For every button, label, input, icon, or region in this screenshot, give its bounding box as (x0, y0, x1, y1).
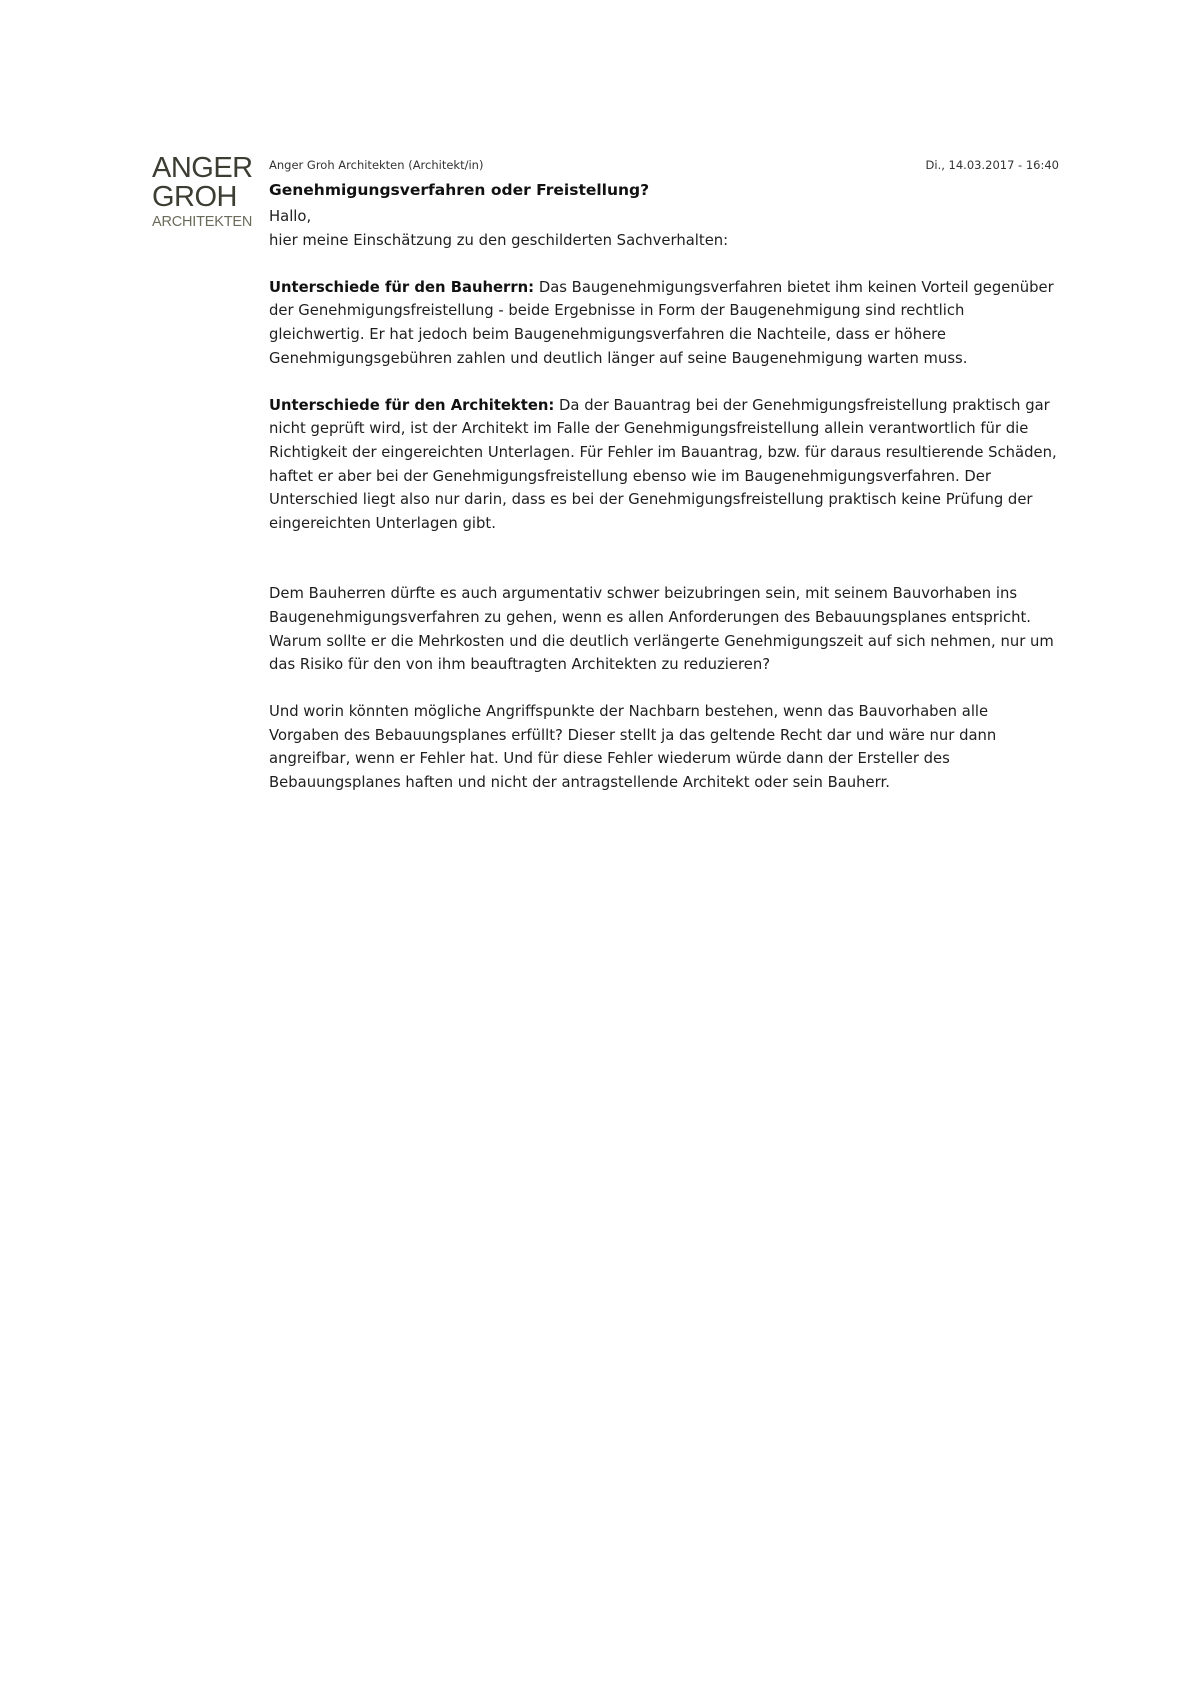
section-bauherr (269, 276, 1059, 370)
post-greeting: Hallo, (269, 208, 312, 225)
logo-line-architekten: ARCHITEKTEN (152, 214, 253, 230)
logo-line-anger: ANGER (152, 152, 253, 184)
post-subject: Genehmigungsverfahren oder Freistellung? (269, 181, 650, 199)
company-logo (152, 154, 262, 231)
section-bauherr-text: Das Baugenehmigungsverfahren bietet ihm keinen Vorteil gegenüber der Genehmigungsfreistellung - beide Ergebnisse in Form der Baugenehmigung sind rechtlich gleichwertig. Er hat jedoch beim Baugenehmigungsverfahren die Nachteile, dass er höhere Genehmigungsgebühren zahlen und deutlich länger auf seine Baugenehmigung warten muss. (269, 278, 1054, 367)
logo-line-groh: GROH (152, 181, 237, 213)
paragraph-spacer (269, 677, 1059, 701)
post-author: Anger Groh Architekten (Architekt/in) (269, 158, 484, 172)
forum-post (269, 155, 1059, 795)
section-bauherr-label: Unterschiede für den Bauherrn: (269, 278, 535, 296)
post-date: Di., 14.03.2017 - 16:40 (925, 158, 1059, 172)
paragraph-spacer (269, 252, 1059, 276)
paragraph-argumentation: Dem Bauherren dürfte es auch argumentativ schwer beizubringen sein, mit seinem Bauvorhaben ins Baugenehmigungsverfahren zu gehen, wenn es allen Anforderungen des Bebauungsplanes entspricht. Warum sollte er die Mehrkosten und die deutlich verlängerte Genehmigungszeit auf sich nehmen, nur um das Risiko für den von ihm beauftragten Architekten zu reduzieren? (269, 585, 1054, 674)
section-architekt (269, 394, 1059, 536)
paragraph-nachbarn: Und worin könnten mögliche Angriffspunkte der Nachbarn bestehen, wenn das Bauvorhaben alle Vorgaben des Bebauungsplanes erfüllt? Dieser stellt ja das geltende Recht dar und wäre nur dann angreifbar, wenn er Fehler hat. Und für diese Fehler wiederum würde dann der Ersteller des Bebauungsplanes haften und nicht der antragstellende Architekt oder sein Bauherr. (269, 703, 997, 792)
post-intro: hier meine Einschätzung zu den geschilderten Sachverhalten: (269, 231, 729, 249)
paragraph-spacer (269, 370, 1059, 394)
post-meta (269, 155, 1059, 175)
section-architekt-label: Unterschiede für den Architekten: (269, 396, 555, 414)
post-body (269, 205, 1059, 795)
paragraph-spacer (269, 535, 1059, 582)
section-architekt-text: Da der Bauantrag bei der Genehmigungsfreistellung praktisch gar nicht geprüft wird, ist der Architekt im Falle der Genehmigungsfreistellung allein verantwortlich für die Richtigkeit der eingereichten Unterlagen. Für Fehler im Bauantrag, bzw. für daraus resultierende Schäden, haftet er aber bei der Genehmigungsfreistellung ebenso wie im Baugenehmigungsverfahren. Der Unterschied liegt also nur darin, dass es bei der Genehmigungsfreistellung praktisch keine Prüfung der eingereichten Unterlagen gibt. (269, 396, 1057, 532)
